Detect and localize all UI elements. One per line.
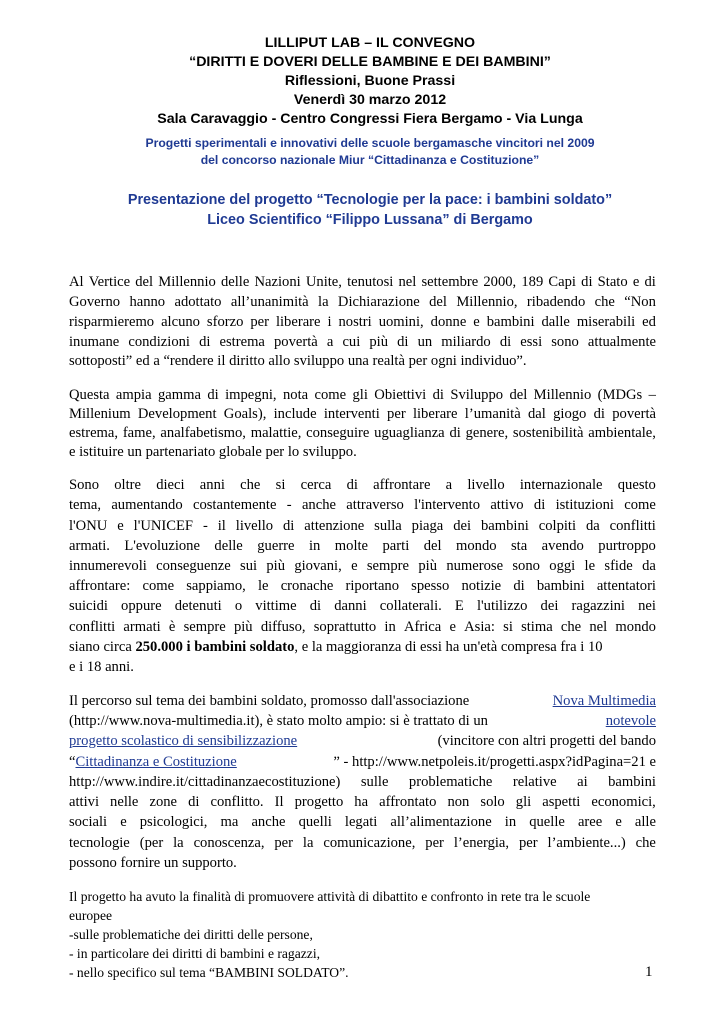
word: che <box>635 835 656 851</box>
word: guerre <box>257 538 295 554</box>
p3-text-post: , e la maggioranza di essi ha un'età compresa fra i 10 <box>294 639 603 655</box>
word: da <box>585 518 600 534</box>
word: alcuno <box>161 314 200 330</box>
word: vittime <box>255 598 297 614</box>
word: di <box>346 477 358 493</box>
word: dieci <box>156 477 185 493</box>
word: attivo <box>490 497 524 513</box>
p4-text: ” - http://www.netpoleis.it/progetti.aspx?idPagina=21 e <box>333 754 656 770</box>
word: bambini <box>536 578 585 594</box>
word: bambini <box>480 518 529 534</box>
word: l'intervento <box>414 497 481 513</box>
word: e <box>117 518 124 534</box>
p1-line: sottoposti” ed a “rendere il diritto allo sviluppo una realtà per ogni individuo”. <box>69 353 527 369</box>
word: conflitti <box>69 619 116 635</box>
word: la <box>173 835 184 851</box>
word: ai <box>577 774 588 790</box>
p4-text: (vincitore con altri progetti del bando <box>437 733 656 749</box>
word: quelle <box>529 814 565 830</box>
p3-line <box>69 518 656 535</box>
p2-line <box>69 425 656 442</box>
word: miliardo <box>441 334 491 350</box>
word: di <box>188 794 200 810</box>
word: oggi <box>549 558 576 574</box>
word: giogo <box>553 406 587 422</box>
word: economici, <box>591 794 656 810</box>
word: L'evoluzione <box>124 538 200 554</box>
p5-list-item: -sulle problematiche dei diritti delle persone, <box>69 927 313 942</box>
word: è <box>168 619 176 635</box>
word: Stato <box>597 274 628 290</box>
word: come <box>142 578 175 594</box>
p3-line <box>69 538 656 555</box>
word: che <box>240 477 261 493</box>
word: tecnologie <box>69 835 130 851</box>
word: o <box>234 598 243 614</box>
p3-line <box>69 497 656 514</box>
word: progetto <box>294 794 344 810</box>
word: riportano <box>345 578 400 594</box>
word: stima <box>521 619 553 635</box>
subtitle-line-2: del concorso nazionale Miur “Cittadinanza e Costituzione” <box>200 153 540 167</box>
word: zone <box>149 794 178 810</box>
word: ma <box>220 814 239 830</box>
word: che <box>560 619 582 635</box>
p2-line: e istituire un partenariato globale per lo sviluppo. <box>69 444 357 460</box>
word: 189 <box>521 274 544 290</box>
word: Millenium <box>69 406 131 422</box>
p4-line <box>69 835 656 852</box>
presentation-school: Liceo Scientifico “Filippo Lussana” di Bergamo <box>207 212 533 228</box>
word: inumane <box>69 334 120 350</box>
word: questo <box>617 477 656 493</box>
word: aspetti <box>542 794 581 810</box>
word: 2000, <box>483 274 517 290</box>
p2-line <box>69 387 656 404</box>
word: e <box>351 558 358 574</box>
word: e <box>449 619 456 635</box>
word: di <box>199 334 211 350</box>
word: parti <box>382 538 410 554</box>
word: analfabetismo, <box>160 425 246 441</box>
word: mondo <box>456 538 497 554</box>
word: attentatori <box>596 578 656 594</box>
word: gli <box>515 794 532 810</box>
word: innumerevoli <box>69 558 147 574</box>
p4-text: Il percorso sul tema dei bambini soldato, promosso dall'associazione <box>69 693 470 709</box>
presentation-title: Presentazione del progetto “Tecnologie per la pace: i bambini soldato” <box>127 192 613 208</box>
word: all’unanimità <box>230 294 309 310</box>
word: conseguenze <box>156 558 231 574</box>
word: colpiti <box>538 518 577 534</box>
word: più <box>369 334 389 350</box>
word: danni <box>334 598 367 614</box>
word: dal <box>527 406 546 422</box>
header-location: Sala Caravaggio - Centro Congressi Fiera Bergamo - Via Lunga <box>157 111 583 127</box>
p4-text: (http://www.nova-multimedia.it), è stato molto ampio: si è trattato di un <box>69 713 488 729</box>
word: ampia <box>115 387 152 403</box>
word: di <box>533 497 546 513</box>
word: sforzo <box>206 314 244 330</box>
word: Dichiarazione <box>337 294 420 310</box>
word: il <box>217 518 226 534</box>
word: del <box>135 274 154 290</box>
word: estrema <box>219 334 265 350</box>
word: interventi <box>323 406 380 422</box>
word: soprattutto <box>313 619 377 635</box>
word: sui <box>240 558 258 574</box>
word: avendo <box>541 538 584 554</box>
word: – <box>648 387 656 403</box>
p2-line <box>69 406 656 423</box>
p4-line <box>69 733 656 750</box>
p5-list-item: - in particolare dei diritti di bambini e ragazzi, <box>69 946 321 961</box>
word: sta <box>511 538 528 554</box>
word: essi <box>520 334 543 350</box>
word: nota <box>282 387 309 403</box>
word: cui <box>342 334 361 350</box>
word: di <box>207 387 219 403</box>
word: adottato <box>174 294 222 310</box>
word: l'utilizzo <box>476 598 528 614</box>
word: Millennio <box>533 387 592 403</box>
word: di <box>432 387 444 403</box>
word: E <box>454 598 464 614</box>
word: gli <box>352 387 368 403</box>
cittadinanza-costituzione-link[interactable]: Cittadinanza e Costituzione <box>75 754 237 770</box>
word: solo <box>480 794 505 810</box>
word: si <box>275 477 286 493</box>
word: malattie, <box>250 425 302 441</box>
word: mondo <box>615 619 656 635</box>
word: Sono <box>69 477 100 493</box>
word: hanno <box>129 294 166 310</box>
word: bambini <box>486 314 535 330</box>
word: suicidi <box>69 598 108 614</box>
word: impegni, <box>225 387 277 403</box>
word: Obiettivi <box>374 387 427 403</box>
word: settembre <box>421 274 479 290</box>
word: attivi <box>69 794 99 810</box>
word: attualmente <box>587 334 656 350</box>
word: - <box>202 518 208 534</box>
word: cerca <box>300 477 332 493</box>
word: non <box>447 794 470 810</box>
word: la <box>318 294 329 310</box>
word: dei <box>540 598 559 614</box>
word: per <box>518 835 538 851</box>
word: tema, <box>69 497 102 513</box>
word: per <box>250 314 269 330</box>
word: gamma <box>157 387 201 403</box>
word: le <box>257 578 269 594</box>
word: armati <box>123 619 161 635</box>
word: più <box>233 619 253 635</box>
word: numerose <box>446 558 504 574</box>
school-project-link[interactable]: progetto scolastico di sensibilizzazione <box>69 733 298 749</box>
word: conflitto. <box>210 794 264 810</box>
word: http://www.indire.it/cittadinanzaecostituzione) <box>69 774 341 790</box>
p5-list-item: - nello specifico sul tema “BAMBINI SOLDATO”. <box>69 965 349 980</box>
word: liberare <box>412 406 458 422</box>
word: le <box>584 558 596 574</box>
word: armati. <box>69 538 110 554</box>
word: e <box>615 814 622 830</box>
word: (per <box>139 835 164 851</box>
word: Unite, <box>305 274 342 290</box>
p4-line: possono fornire un supporto. <box>69 855 237 871</box>
word: di <box>499 334 512 350</box>
p4-quote: “ <box>69 754 76 770</box>
word: Millennio <box>158 274 216 290</box>
word: Goals), <box>223 406 267 422</box>
word: livello <box>235 518 274 534</box>
p3-text-pre: siano circa <box>69 639 136 655</box>
word: problematiche <box>408 774 493 790</box>
word: per <box>425 835 444 851</box>
word: sempre <box>183 619 226 635</box>
page-number: 1 <box>645 964 653 980</box>
word: oppure <box>121 598 162 614</box>
word: affrontare <box>373 477 431 493</box>
word: notizie <box>461 578 502 594</box>
word: ha <box>354 794 369 810</box>
word: delle <box>220 274 250 290</box>
header-subtitle: Riflessioni, Buone Prassi <box>284 73 456 89</box>
word: Questa <box>69 387 110 403</box>
word: la <box>302 835 314 851</box>
word: miserabili <box>576 314 636 330</box>
word: sono <box>512 558 540 574</box>
word: (MDGs <box>597 387 643 403</box>
p1-line <box>69 334 656 351</box>
word: Capi <box>548 274 576 290</box>
word: quelli <box>298 814 332 830</box>
word: collaterali. <box>379 598 442 614</box>
word: estrema, <box>69 425 119 441</box>
word: anche <box>301 497 336 513</box>
word: e <box>473 314 480 330</box>
word: in <box>384 619 396 635</box>
word: aree <box>577 814 603 830</box>
word: anche <box>251 814 286 830</box>
word: Vertice <box>88 274 131 290</box>
subtitle-line-1: Progetti sperimentali e innovativi delle scuole bergamasche vincitori nel 2009 <box>145 136 595 150</box>
word: nel <box>589 619 608 635</box>
word: detenuti <box>174 598 222 614</box>
word: attenzione <box>304 518 365 534</box>
word: l’umanità <box>464 406 521 422</box>
word: in <box>308 538 321 554</box>
word: di <box>283 518 295 534</box>
word: all’alimentazione <box>390 814 492 830</box>
word: diffuso, <box>260 619 306 635</box>
word: da <box>642 558 656 574</box>
word: l’energia, <box>453 835 510 851</box>
word: nostri <box>338 314 372 330</box>
word: genere, <box>465 425 509 441</box>
p4-line <box>69 774 656 791</box>
word: purtroppo <box>598 538 656 554</box>
word: i <box>327 314 332 330</box>
word: ragazzini <box>571 598 625 614</box>
notevole-link[interactable]: notevole <box>605 713 656 729</box>
word: aumentando <box>111 497 183 513</box>
word: comunicazione, <box>323 835 416 851</box>
word: come <box>314 387 347 403</box>
word: più <box>418 558 437 574</box>
word: sappiamo, <box>186 578 246 594</box>
p1-line <box>69 314 656 331</box>
word: a <box>326 334 334 350</box>
word: nelle <box>110 794 139 810</box>
word: spesso <box>411 578 450 594</box>
word: Al <box>69 274 84 290</box>
word: l'UNICEF <box>133 518 194 534</box>
word: condizioni <box>128 334 190 350</box>
word: risparmieremo <box>69 314 155 330</box>
p5-line: Il progetto ha avuto la finalità di promuovere attività di dibattito e confronto in rete tra le scuole <box>69 889 591 904</box>
word: del <box>429 294 447 310</box>
word: liberare <box>275 314 321 330</box>
word: per <box>387 406 406 422</box>
word: di <box>309 598 322 614</box>
p3-line <box>69 558 656 575</box>
word: cronache <box>280 578 334 594</box>
word: Il <box>274 794 284 810</box>
word: giovani, <box>294 558 342 574</box>
word: del <box>423 538 442 554</box>
word: si <box>503 619 513 635</box>
word: delle <box>214 538 243 554</box>
child-soldier-count: 250.000 i bambini soldato <box>135 639 295 655</box>
p1-line <box>69 294 656 311</box>
word: di <box>593 406 605 422</box>
word: di <box>581 274 593 290</box>
word: affrontato <box>379 794 437 810</box>
word: tenutosi <box>347 274 394 290</box>
word: conoscenza, <box>193 835 265 851</box>
header-convention-name: “DIRITTI E DOVERI DELLE BAMBINE E DEI BAMBINI” <box>189 54 551 70</box>
word: costantemente <box>192 497 277 513</box>
word: Africa <box>403 619 442 635</box>
word: sfide <box>604 558 633 574</box>
p3-line <box>69 598 656 615</box>
word: - <box>286 497 292 513</box>
word: che <box>594 294 615 310</box>
word: Nazioni <box>254 274 301 290</box>
p3-line <box>69 619 656 636</box>
word: dei <box>453 518 472 534</box>
word: include <box>273 406 317 422</box>
p4-line <box>69 713 656 730</box>
p4-line <box>69 693 656 710</box>
word: dalle <box>541 314 570 330</box>
word: povertà <box>612 406 656 422</box>
word: attraverso <box>346 497 404 513</box>
word: sono <box>551 334 579 350</box>
word: livello <box>467 477 505 493</box>
word: sempre <box>366 558 410 574</box>
word: sulle <box>360 774 389 790</box>
word: Asia: <box>464 619 495 635</box>
word: ambientale, <box>588 425 656 441</box>
p4-line <box>69 794 656 811</box>
word: e <box>120 814 127 830</box>
nova-multimedia-link[interactable]: Nova Multimedia <box>552 693 656 709</box>
word: di <box>513 578 525 594</box>
word: l'ONU <box>69 518 108 534</box>
word: conseguire <box>306 425 370 441</box>
word: un <box>417 334 433 350</box>
p3-line-highlight <box>69 639 656 656</box>
word: come <box>624 497 656 513</box>
word: internazionale <box>519 477 603 493</box>
word: oltre <box>114 477 141 493</box>
word: a <box>445 477 453 493</box>
word: Sviluppo <box>450 387 504 403</box>
p5-line: europee <box>69 908 113 923</box>
word: più <box>266 558 286 574</box>
word: fame, <box>122 425 156 441</box>
word: istituzioni <box>555 497 614 513</box>
word: uomini, <box>378 314 424 330</box>
word: ed <box>642 314 656 330</box>
p4-line <box>69 754 656 771</box>
p1-line <box>69 274 656 291</box>
word: di <box>644 274 656 290</box>
word: relative <box>512 774 557 790</box>
word: nei <box>638 598 656 614</box>
word: “Non <box>624 294 656 310</box>
word: ribadendo <box>526 294 586 310</box>
word: in <box>504 814 517 830</box>
word: donne <box>430 314 467 330</box>
word: psicologici, <box>139 814 208 830</box>
word: sulla <box>374 518 402 534</box>
p3-line <box>69 477 656 494</box>
p3-line: e i 18 anni. <box>69 659 134 675</box>
word: Governo <box>69 294 121 310</box>
word: Millennio, <box>456 294 518 310</box>
p3-line <box>69 578 656 595</box>
word: nel <box>398 274 417 290</box>
header-title: LILLIPUT LAB – IL CONVEGNO <box>264 35 476 51</box>
word: di <box>449 425 461 441</box>
word: di <box>397 334 409 350</box>
word: sostenibilità <box>512 425 584 441</box>
word: uguaglianza <box>374 425 445 441</box>
word: bambini <box>608 774 656 790</box>
word: povertà <box>274 334 318 350</box>
word: Development <box>137 406 217 422</box>
word: per <box>274 835 294 851</box>
word: molte <box>334 538 369 554</box>
word: conflitti <box>609 518 656 534</box>
word: del <box>509 387 528 403</box>
header-date: Venerdì 30 marzo 2012 <box>293 92 447 108</box>
word: sociali <box>69 814 108 830</box>
word: e <box>632 274 640 290</box>
p4-line <box>69 814 656 831</box>
word: alle <box>634 814 656 830</box>
word: affrontare: <box>69 578 131 594</box>
word: l’ambiente...) <box>547 835 626 851</box>
word: legati <box>344 814 378 830</box>
word: piaga <box>411 518 444 534</box>
word: anni <box>199 477 225 493</box>
